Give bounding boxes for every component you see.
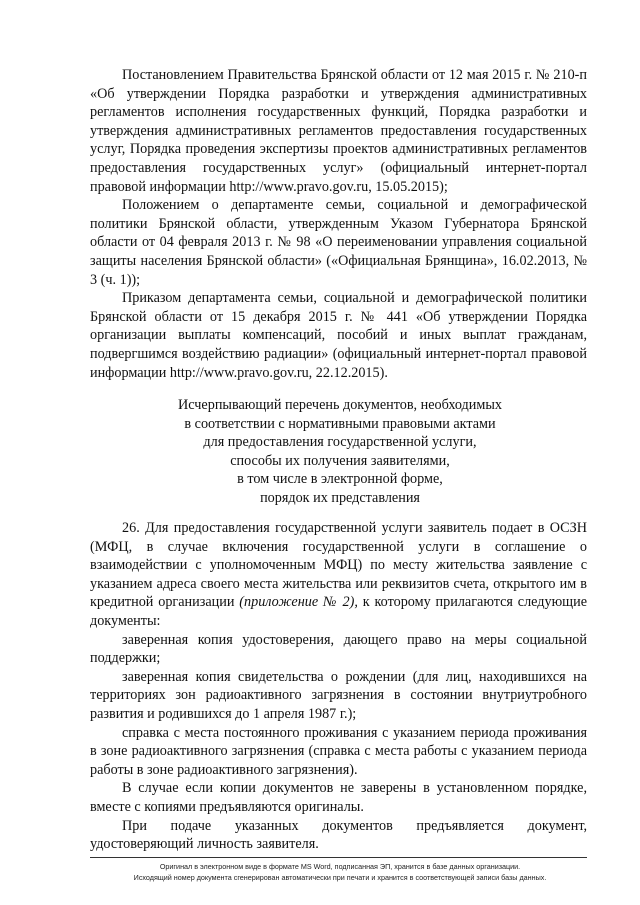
paragraph-department-regulation: Положением о департаменте семьи, социальной и демографической политики Брянской области, утвержденным Указом Губернатора Брянской области от 04 февраля 2013 г. № 98 «О переименовании управления социальной защиты населения Брянской области» («Официальная Брянщина», 16.02.2013, № 3 (ч. 1)); — [90, 197, 587, 288]
paragraph-26-intro — [90, 519, 587, 631]
section-26 — [90, 519, 587, 854]
document-list-item: справка с места постоянного проживания с указанием периода проживания в зоне радиоактивного загрязнения (справка с места работы с указанием периода работы в зоне радиоактивного загрязнения). — [90, 724, 587, 778]
footer-divider — [90, 857, 587, 858]
paragraph-government-resolution: Постановлением Правительства Брянской области от 12 мая 2015 г. № 210-п «Об утверждении Порядка разработки и утверждения административных регламентов исполнения государственных функций, Порядка разработки и утверждения административных регламентов предоставления государственных услуг, Порядка проведения экспертизы проектов административных регламентов предоставления государственных услуг» (официальный интернет-портал правовой информации http://www.pravo.gov.ru, 15.05.2015); — [90, 67, 587, 195]
paragraph-identity-document: При подаче указанных документов предъявляется документ, удостоверяющий личность заявителя. — [90, 817, 587, 853]
legal-basis-section — [90, 66, 587, 382]
document-list-item: заверенная копия свидетельства о рождении (для лиц, находившихся на территориях зон радиоактивного загрязнения в состоянии внутриутробного развития и родившихся до 1 апреля 1987 г.); — [90, 668, 587, 722]
heading-line: Исчерпывающий перечень документов, необходимых — [178, 397, 502, 413]
appendix-reference: (приложение № 2), — [239, 594, 358, 611]
section-heading — [150, 396, 530, 508]
paragraph-department-order: Приказом департамента семьи, социальной и демографической политики Брянской области от 15 декабря 2015 г. № 441 «Об утверждении Порядка организации выплаты компенсаций, пособий и иных выплат гражданам, подвергшимся воздействию радиации» (официальный интернет-портал правовой информации http://www.pravo.gov.ru, 22.12.2015). — [90, 290, 587, 381]
paragraph-26-intro-tail: к которому прилагаются следующие документы: — [90, 594, 587, 629]
paragraph-copies-note: В случае если копии документов не заверены в установленном порядке, вместе с копиями предъявляются оригиналы. — [90, 780, 587, 815]
footer-line-original: Оригинал в электронном виде в формате MS Word, подписанная ЭП, хранится в базе данных организации. — [159, 862, 521, 871]
heading-line: для предоставления государственной услуги, — [203, 434, 477, 451]
heading-line: порядок их представления — [260, 489, 420, 506]
heading-line: в соответствии с нормативными правовыми актами — [184, 415, 496, 432]
heading-line: в том числе в электронной форме, — [237, 471, 443, 488]
footer-line-outgoing-number: Исходящий номер документа сгенерирован автоматически при печати и хранится в соответствующей записи базы данных. — [133, 873, 547, 882]
document-list-item: заверенная копия удостоверения, дающего право на меры социальной поддержки; — [90, 631, 587, 667]
paragraph-26-intro-text: 26. Для предоставления государственной услуги заявитель подает в ОСЗН (МФЦ, в случае включения государственной услуги в соглашение о взаимодействии с уполномоченным МФЦ) по месту жительства заявление с указанием адреса своего места жительства или реквизитов счета, открытого им в кредитной организации — [90, 520, 587, 611]
heading-line: способы их получения заявителями, — [230, 452, 450, 469]
page-footer — [60, 861, 620, 883]
